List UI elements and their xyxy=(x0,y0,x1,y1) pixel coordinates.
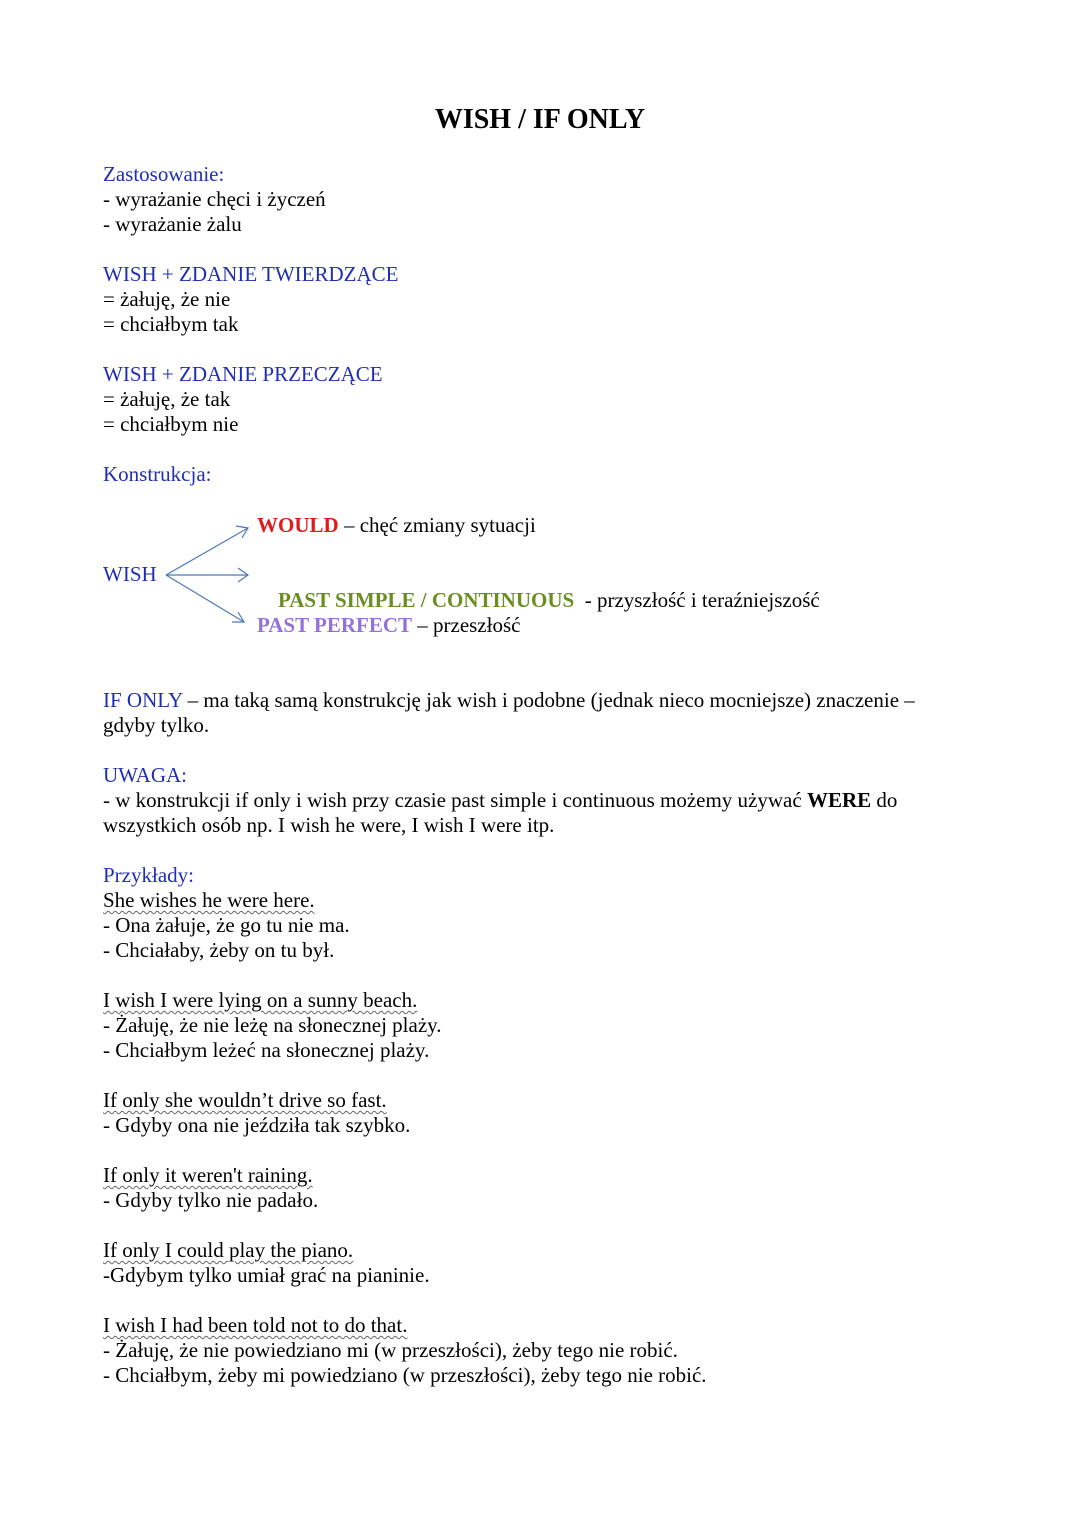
example-sentence xyxy=(103,1163,313,1188)
negative-heading: WISH + ZDANIE PRZECZĄCE xyxy=(103,362,383,386)
note-bold-word: WERE xyxy=(806,788,872,812)
example-translation: -Gdybym tylko umiał grać na pianinie. xyxy=(103,1263,430,1287)
branch-past-perfect xyxy=(257,613,520,638)
affirmative-heading: WISH + ZDANIE TWIERDZĄCE xyxy=(103,262,399,286)
if-only-paragraph xyxy=(103,688,915,713)
example-translation: - Chciałbym, żeby mi powiedziano (w przeszłości), żeby tego nie robić. xyxy=(103,1363,707,1387)
usage-item: - wyrażanie chęci i życzeń xyxy=(103,187,326,211)
example-sentence-text: I wish I were lying on a sunny beach. xyxy=(103,988,418,1012)
note-heading: UWAGA: xyxy=(103,763,187,787)
usage-heading: Zastosowanie: xyxy=(103,162,225,186)
construction-heading: Konstrukcja: xyxy=(103,462,212,486)
example-translation: - Chciałbym leżeć na słonecznej plaży. xyxy=(103,1038,430,1062)
example-sentence xyxy=(103,1088,387,1113)
note-text-cont: wszystkich osób np. I wish he were, I wish I were itp. xyxy=(103,813,555,837)
note-text xyxy=(103,788,897,813)
if-only-text: – ma taką samą konstrukcję jak wish i podobne (jednak nieco mocniejsze) znaczenie – xyxy=(182,688,915,712)
branch-description: – chęć zmiany sytuacji xyxy=(338,513,536,537)
branch-description: – przeszłość xyxy=(412,613,521,637)
if-only-text-cont: gdyby tylko. xyxy=(103,713,210,737)
construction-wish-label: WISH xyxy=(103,562,157,586)
example-translation: - Żałuję, że nie leżę na słonecznej plaży. xyxy=(103,1013,442,1037)
example-translation: - Gdyby ona nie jeździła tak szybko. xyxy=(103,1113,411,1137)
negative-line: = chciałbym nie xyxy=(103,412,239,436)
negative-line: = żałuję, że tak xyxy=(103,387,231,411)
example-translation: - Ona żałuje, że go tu nie ma. xyxy=(103,913,350,937)
branch-would xyxy=(257,513,536,538)
example-sentence-text: I wish I had been told not to do that. xyxy=(103,1313,408,1337)
example-sentence xyxy=(103,888,315,913)
example-sentence xyxy=(103,988,417,1013)
example-sentence-text: If only I could play the piano. xyxy=(103,1238,354,1262)
example-translation: - Chciałaby, żeby on tu był. xyxy=(103,938,335,962)
branch-keyword: PAST SIMPLE / CONTINUOUS xyxy=(278,588,575,612)
branch-keyword: WOULD xyxy=(257,513,339,537)
example-sentence-text: She wishes he were here. xyxy=(103,888,315,912)
example-sentence xyxy=(103,1313,407,1338)
affirmative-line: = chciałbym tak xyxy=(103,312,239,336)
example-sentence xyxy=(103,1238,353,1263)
note-text-part: do xyxy=(871,788,898,812)
branch-description: - przyszłość i teraźniejszość xyxy=(574,588,820,612)
example-translation: - Żałuję, że nie powiedziano mi (w przeszłości), żeby tego nie robić. xyxy=(103,1338,678,1362)
branch-keyword: PAST PERFECT xyxy=(257,613,412,637)
note-text-part: - w konstrukcji if only i wish przy czasie past simple i continuous możemy używać xyxy=(103,788,807,812)
example-sentence-text: If only she wouldn’t drive so fast. xyxy=(103,1088,387,1112)
if-only-label: IF ONLY xyxy=(103,688,183,712)
example-translation: - Gdyby tylko nie padało. xyxy=(103,1188,319,1212)
example-sentence-text: If only it weren't raining. xyxy=(103,1163,313,1187)
examples-heading: Przykłady: xyxy=(103,863,194,887)
affirmative-line: = żałuję, że nie xyxy=(103,287,231,311)
usage-item: - wyrażanie żalu xyxy=(103,212,242,236)
page-title: WISH / IF ONLY xyxy=(434,104,646,135)
branch-arrows-icon xyxy=(160,520,260,630)
